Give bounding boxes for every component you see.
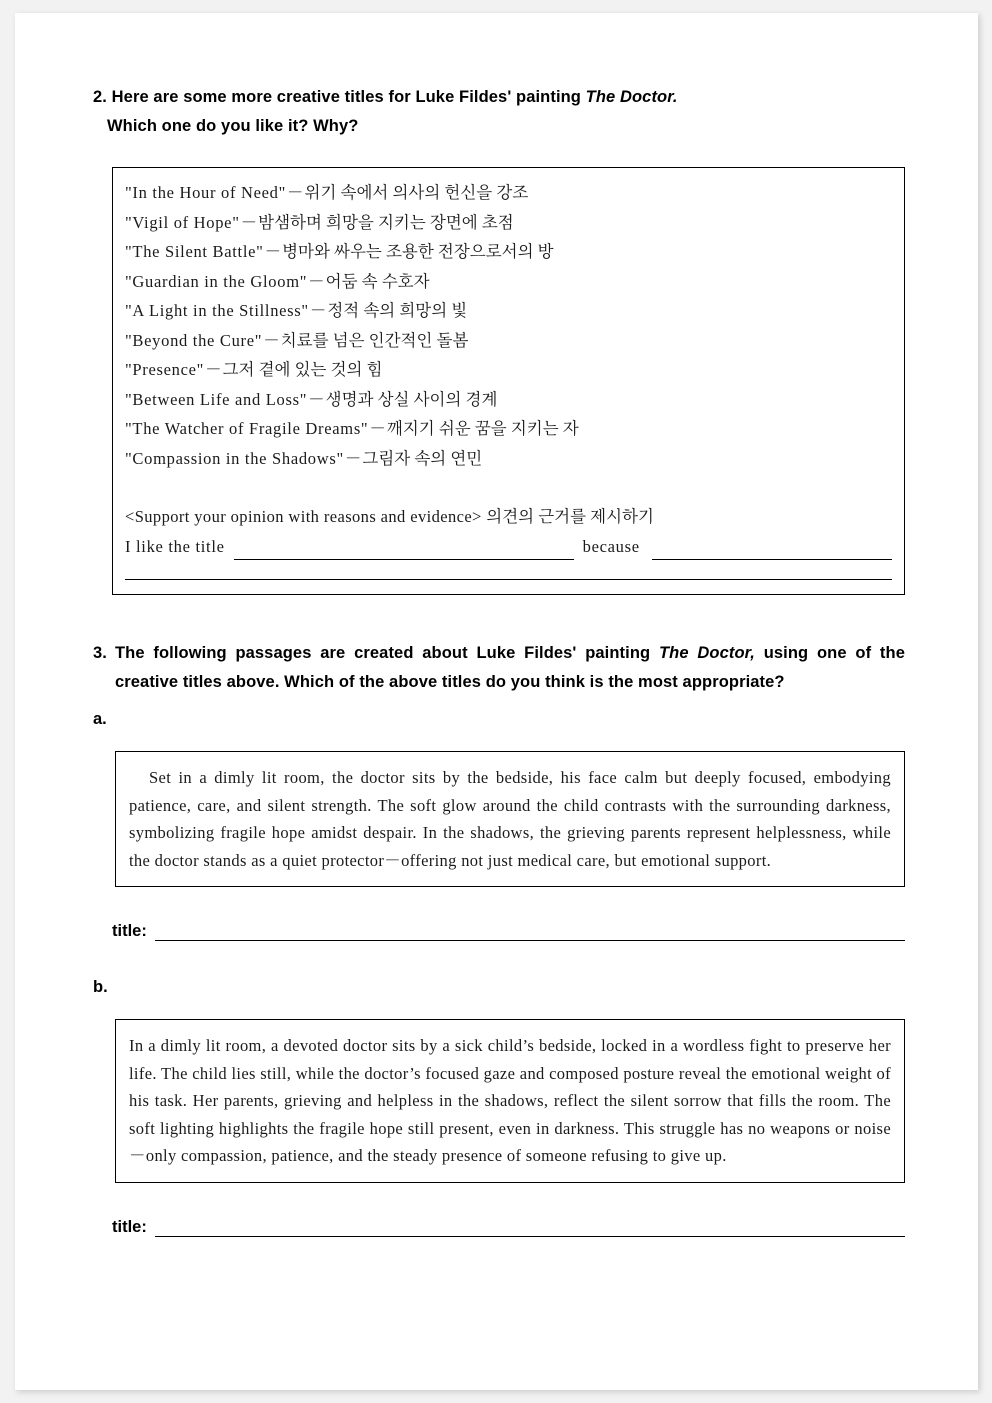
passage-a-text: Set in a dimly lit room, the doctor sits by the bedside, his face calm but deeply focused, embodying patience, care, and silent strength. The soft glow around the child contrasts with the surrounding darkness, symbolizing fragile hope amidst despair. In the shadows, the grieving parents represent helplessness, while the doctor stands as a quiet protector－offering not just medical care, but emotional support. <box>129 768 891 870</box>
support-instruction <box>125 502 904 532</box>
passage-a-box <box>115 751 905 887</box>
spacer <box>93 941 905 977</box>
title-dash: － <box>308 271 325 291</box>
spacer <box>93 595 905 639</box>
question-2-heading-line2: Which one do you like it? Why? <box>107 117 359 135</box>
title-ko: 병마와 싸우는 조용한 전장으로서의 방 <box>282 242 554 261</box>
title-list-item <box>125 178 904 208</box>
spacer <box>93 697 905 709</box>
title-en: "Guardian in the Gloom" <box>125 271 308 291</box>
title-ko: 그림자 속의 연민 <box>362 448 483 468</box>
question-3-number: 3. <box>93 644 107 662</box>
title-en: "In the Hour of Need" <box>125 183 287 202</box>
title-en: "The Watcher of Fragile Dreams" <box>125 419 369 438</box>
spacer <box>93 141 905 167</box>
worksheet-content <box>93 83 905 1237</box>
question-3-painting-title: The Doctor, <box>658 644 755 662</box>
title-list-item <box>125 296 904 326</box>
title-list-item <box>125 414 904 444</box>
sentence-start-label: I like the title <box>125 537 225 556</box>
question-3-text <box>115 639 905 697</box>
question-2-painting-title: The Doctor. <box>585 88 678 106</box>
opinion-sentence-row <box>125 532 904 562</box>
passage-a-title-label: title: <box>112 922 147 940</box>
spacer <box>93 997 905 1019</box>
title-dash: － <box>263 330 280 350</box>
title-en: "Beyond the Cure" <box>125 330 263 350</box>
support-instruction-ko: 의견의 근거를 제시하기 <box>486 507 654 526</box>
title-dash: － <box>309 301 327 320</box>
spacer <box>93 729 905 751</box>
title-dash: － <box>240 212 258 232</box>
spacer <box>125 473 904 502</box>
title-list-item <box>125 208 904 238</box>
title-list-item <box>125 385 904 415</box>
title-list-item <box>125 444 904 474</box>
title-ko: 생명과 상실 사이의 경계 <box>325 389 498 409</box>
title-ko: 그저 곁에 있는 것의 힘 <box>222 360 383 379</box>
title-list-item <box>125 237 904 267</box>
passage-a-title-answer-row <box>112 921 905 941</box>
question-3-text-post: using one of the creative titles above. Which of the above titles do you think is the most appropriate? <box>114 644 905 691</box>
title-ko: 위기 속에서 의사의 헌신을 강조 <box>304 183 529 202</box>
question-3-text-pre: The following passages are created about Luke Fildes' painting <box>114 644 659 662</box>
passage-b-box <box>115 1019 905 1183</box>
question-2-heading <box>93 83 905 141</box>
passage-b-title-label: title: <box>112 1217 147 1236</box>
title-dash: － <box>308 389 325 409</box>
question-2-heading-line1 <box>93 83 905 112</box>
title-ko: 밤샘하며 희망을 지키는 장면에 초점 <box>258 212 514 232</box>
title-list-item <box>125 355 904 385</box>
reason-answer-blank-second-line[interactable] <box>125 578 892 580</box>
title-dash: － <box>264 242 282 261</box>
title-ko: 치료를 넘은 인간적인 돌봄 <box>280 330 469 350</box>
title-answer-blank[interactable] <box>234 537 574 560</box>
passage-b-title-answer-row <box>112 1217 905 1237</box>
title-en: "The Silent Battle" <box>125 242 264 261</box>
reason-answer-blank[interactable] <box>652 537 892 560</box>
passage-b-text: In a dimly lit room, a devoted doctor sits by a sick child’s bedside, locked in a wordless fight to preserve her life. The child lies still, while the doctor’s focused gaze and composed posture reveal the emotional weight of his task. Her parents, grieving and helpless in the shadows, reflect the silent sorrow that fills the room. The soft lighting highlights the fragile hope still present, even in darkness. This struggle has no weapons or noise－only compassion, patience, and the steady presence of someone refusing to give up. <box>129 1036 891 1165</box>
title-ko: 정적 속의 희망의 빛 <box>327 301 468 320</box>
passage-a-title-input[interactable] <box>155 924 905 941</box>
worksheet-page <box>15 13 978 1390</box>
sentence-because-label: because <box>582 537 640 556</box>
title-list-item <box>125 267 904 297</box>
title-dash: － <box>287 183 304 202</box>
title-dash: － <box>369 419 386 438</box>
passage-a-label: a. <box>93 710 107 728</box>
passage-b-title-input[interactable] <box>155 1220 905 1237</box>
title-ko: 어둠 속 수호자 <box>325 271 430 291</box>
title-ko: 깨지기 쉬운 꿈을 지키는 자 <box>386 419 579 438</box>
title-en: "Presence" <box>125 360 205 379</box>
title-en: "Vigil of Hope" <box>125 212 240 232</box>
question-2-text: Here are some more creative titles for Luke Fildes' painting <box>111 88 586 106</box>
title-dash: － <box>205 360 222 379</box>
creative-titles-box <box>112 167 905 595</box>
support-instruction-en: <Support your opinion with reasons and evidence> <box>125 507 482 526</box>
title-en: "Between Life and Loss" <box>125 389 308 409</box>
title-en: "Compassion in the Shadows" <box>125 448 344 468</box>
title-list-item <box>125 326 904 356</box>
passage-b-label: b. <box>93 978 108 996</box>
question-3-heading <box>93 639 905 697</box>
question-2-number: 2. <box>93 88 107 106</box>
title-dash: － <box>344 448 362 468</box>
spacer <box>93 1183 905 1217</box>
title-en: "A Light in the Stillness" <box>125 301 309 320</box>
spacer <box>93 887 905 921</box>
